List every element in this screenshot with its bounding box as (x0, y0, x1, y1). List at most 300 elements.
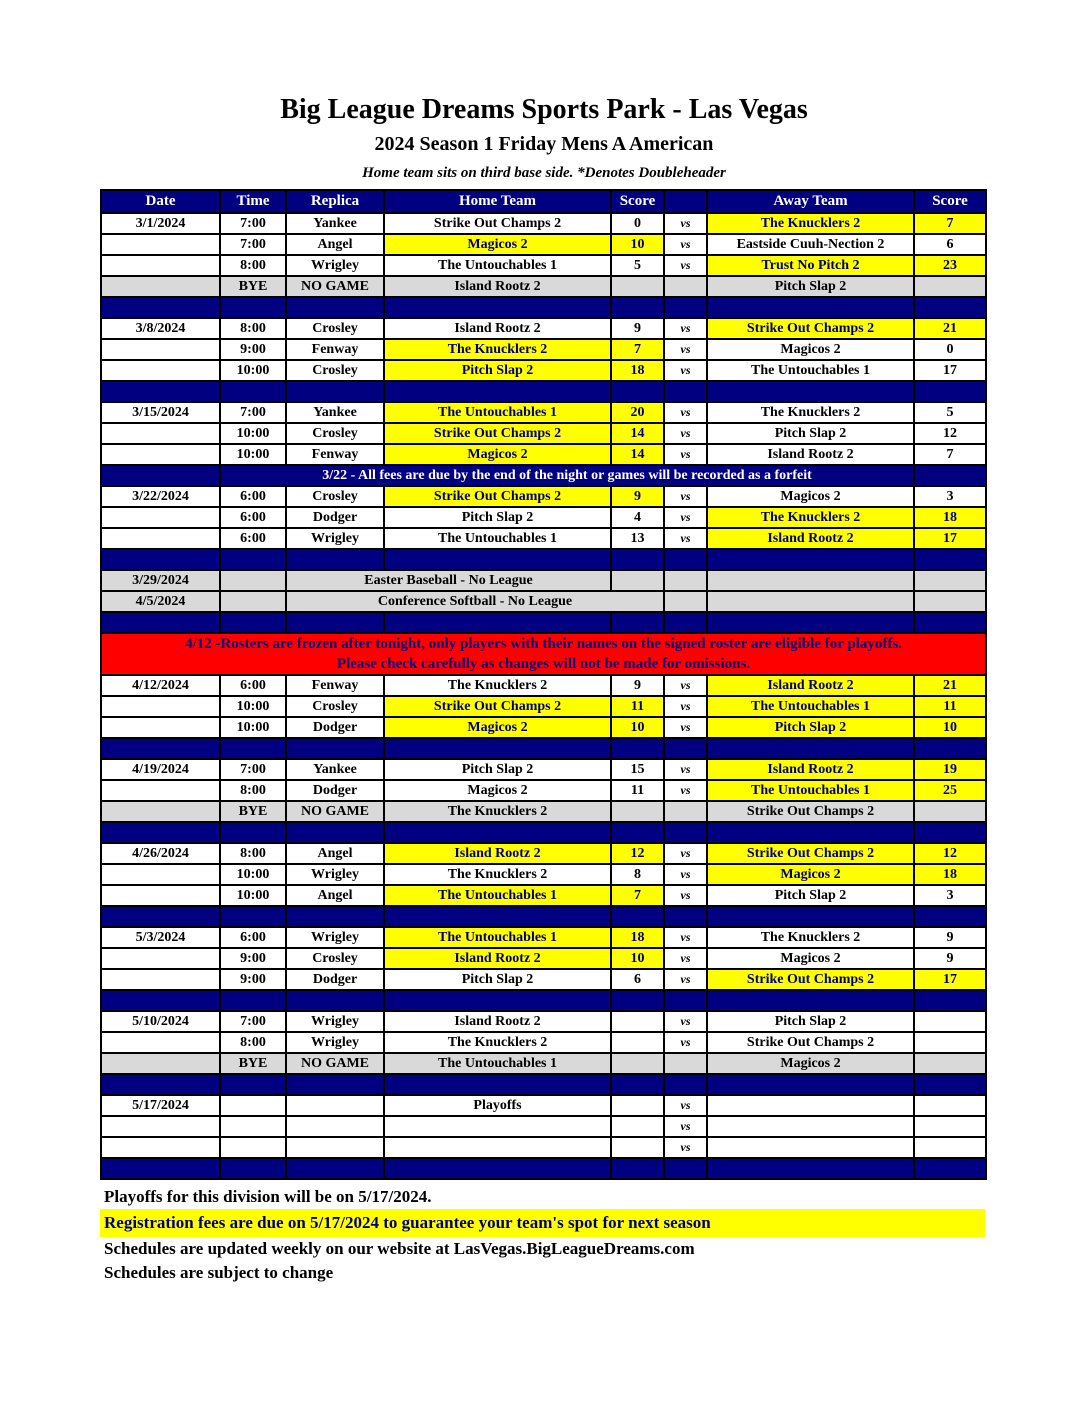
vs-cell: vs (664, 339, 707, 360)
home-score-cell: 13 (611, 528, 664, 549)
time-cell: 6:00 (220, 528, 286, 549)
vs-cell (664, 591, 707, 612)
separator-cell (101, 1158, 220, 1179)
away-score-cell: 3 (914, 885, 986, 906)
sep-row (101, 381, 986, 402)
column-header-home-team: Home Team (384, 190, 611, 213)
separator-cell (914, 1074, 986, 1095)
separator-cell (286, 1074, 384, 1095)
home-team-cell: The Knucklers 2 (384, 1032, 611, 1053)
separator-cell (914, 906, 986, 927)
separator-cell (914, 381, 986, 402)
separator-cell (611, 906, 664, 927)
playoffs-row (101, 1095, 986, 1116)
time-cell (220, 1137, 286, 1158)
separator-cell (707, 549, 914, 570)
separator-cell (914, 990, 986, 1011)
home-team-cell: Strike Out Champs 2 (384, 486, 611, 507)
separator-cell (914, 297, 986, 318)
home-score-cell: 9 (611, 486, 664, 507)
sep-row (101, 549, 986, 570)
away-score-cell (914, 1053, 986, 1074)
replica-cell: Fenway (286, 675, 384, 696)
replica-cell: Fenway (286, 339, 384, 360)
replica-cell: Wrigley (286, 864, 384, 885)
redbanner-row (101, 633, 986, 675)
replica-cell: Wrigley (286, 1032, 384, 1053)
replica-cell: Dodger (286, 780, 384, 801)
time-cell: 6:00 (220, 927, 286, 948)
vs-cell (664, 1053, 707, 1074)
separator-cell (914, 738, 986, 759)
time-cell: 7:00 (220, 234, 286, 255)
separator-cell (220, 990, 286, 1011)
footer-registration-note: Registration fees are due on 5/17/2024 to guarantee your team's spot for next season (100, 1209, 985, 1237)
separator-cell (384, 381, 611, 402)
home-score-cell (611, 276, 664, 297)
separator-cell (664, 990, 707, 1011)
vs-cell: vs (664, 864, 707, 885)
date-cell: 3/29/2024 (101, 570, 220, 591)
separator-cell (384, 1158, 611, 1179)
away-team-cell: Pitch Slap 2 (707, 276, 914, 297)
date-cell (101, 801, 220, 822)
replica-cell: Crosley (286, 318, 384, 339)
away-score-cell: 19 (914, 759, 986, 780)
separator-cell (914, 612, 986, 633)
home-score-cell: 7 (611, 885, 664, 906)
roster-banner-line: Please check carefully as changes will not be made for omissions. (336, 656, 751, 672)
away-team-cell: Pitch Slap 2 (707, 885, 914, 906)
vs-cell: vs (664, 423, 707, 444)
separator-cell (664, 1158, 707, 1179)
separator-cell (286, 612, 384, 633)
home-score-cell: 10 (611, 717, 664, 738)
game-row (101, 927, 986, 948)
home-score-cell: 14 (611, 423, 664, 444)
separator-cell (101, 297, 220, 318)
replica-cell: NO GAME (286, 801, 384, 822)
separator-cell (286, 381, 384, 402)
date-cell: 4/26/2024 (101, 843, 220, 864)
away-score-cell: 21 (914, 318, 986, 339)
time-cell: BYE (220, 801, 286, 822)
vs-cell: vs (664, 255, 707, 276)
footer-website-note: Schedules are updated weekly on our website at LasVegas.BigLeagueDreams.com (104, 1239, 695, 1258)
home-team-cell: Strike Out Champs 2 (384, 213, 611, 234)
column-header-date: Date (101, 190, 220, 213)
footer-subject-to-change-note: Schedules are subject to change (104, 1263, 334, 1282)
home-team-cell (384, 1116, 611, 1137)
separator-cell (664, 738, 707, 759)
vs-cell: vs (664, 969, 707, 990)
separator-cell (707, 1074, 914, 1095)
home-team-cell: The Untouchables 1 (384, 1053, 611, 1074)
vs-cell: vs (664, 1095, 707, 1116)
time-cell: BYE (220, 1053, 286, 1074)
home-team-cell: Pitch Slap 2 (384, 969, 611, 990)
home-score-cell: 11 (611, 780, 664, 801)
separator-cell (707, 297, 914, 318)
game-row (101, 423, 986, 444)
time-cell: 8:00 (220, 255, 286, 276)
separator-cell (384, 738, 611, 759)
home-score-cell: 0 (611, 213, 664, 234)
away-score-cell: 17 (914, 360, 986, 381)
replica-cell: Angel (286, 843, 384, 864)
sep-row (101, 1158, 986, 1179)
home-team-cell: The Knucklers 2 (384, 801, 611, 822)
time-cell: 10:00 (220, 864, 286, 885)
roster-banner-cell (101, 633, 986, 675)
home-team-cell: The Untouchables 1 (384, 927, 611, 948)
date-cell (101, 255, 220, 276)
game-row (101, 948, 986, 969)
away-team-cell: Strike Out Champs 2 (707, 801, 914, 822)
column-header-replica: Replica (286, 190, 384, 213)
time-cell: 9:00 (220, 339, 286, 360)
separator-cell (611, 612, 664, 633)
notice-text-cell: Easter Baseball - No League (286, 570, 611, 591)
away-score-cell (914, 1137, 986, 1158)
replica-cell (286, 1095, 384, 1116)
home-score-cell: 10 (611, 948, 664, 969)
away-team-cell: Strike Out Champs 2 (707, 318, 914, 339)
home-score-cell: 14 (611, 444, 664, 465)
vs-cell (664, 570, 707, 591)
page-footer (100, 1185, 988, 1285)
separator-cell (384, 1074, 611, 1095)
vs-cell: vs (664, 318, 707, 339)
replica-cell: NO GAME (286, 276, 384, 297)
time-cell: 10:00 (220, 360, 286, 381)
away-team-cell: The Knucklers 2 (707, 507, 914, 528)
separator-cell (384, 612, 611, 633)
game-row (101, 234, 986, 255)
separator-cell (220, 738, 286, 759)
away-score-cell: 0 (914, 339, 986, 360)
date-cell: 5/17/2024 (101, 1095, 220, 1116)
separator-cell (611, 822, 664, 843)
away-team-cell: Strike Out Champs 2 (707, 1032, 914, 1053)
separator-cell (384, 297, 611, 318)
date-cell (101, 1032, 220, 1053)
separator-cell (220, 822, 286, 843)
away-team-cell: Magicos 2 (707, 948, 914, 969)
home-team-cell: Island Rootz 2 (384, 843, 611, 864)
column-header-away-team: Away Team (707, 190, 914, 213)
time-cell: 10:00 (220, 696, 286, 717)
vs-cell: vs (664, 780, 707, 801)
home-team-cell: Strike Out Champs 2 (384, 696, 611, 717)
separator-cell (707, 738, 914, 759)
separator-cell (611, 738, 664, 759)
game-row (101, 486, 986, 507)
vs-cell: vs (664, 885, 707, 906)
away-score-cell: 17 (914, 969, 986, 990)
home-team-cell: Pitch Slap 2 (384, 360, 611, 381)
separator-cell (384, 906, 611, 927)
away-team-cell: Island Rootz 2 (707, 528, 914, 549)
away-score-cell: 7 (914, 444, 986, 465)
away-score-cell (914, 801, 986, 822)
sep-row (101, 822, 986, 843)
separator-cell (664, 1074, 707, 1095)
vs-cell: vs (664, 234, 707, 255)
game-row (101, 360, 986, 381)
date-cell: 4/19/2024 (101, 759, 220, 780)
away-team-cell: Pitch Slap 2 (707, 717, 914, 738)
date-cell (101, 780, 220, 801)
separator-cell (664, 297, 707, 318)
away-team-cell: Strike Out Champs 2 (707, 843, 914, 864)
away-score-cell (914, 465, 986, 486)
away-team-cell: Island Rootz 2 (707, 759, 914, 780)
separator-cell (707, 612, 914, 633)
separator-cell (611, 1158, 664, 1179)
replica-cell: Crosley (286, 696, 384, 717)
date-cell: 4/5/2024 (101, 591, 220, 612)
away-team-cell: Pitch Slap 2 (707, 1011, 914, 1032)
vs-cell: vs (664, 696, 707, 717)
home-score-cell (611, 801, 664, 822)
home-team-cell: Island Rootz 2 (384, 276, 611, 297)
navybanner-row (101, 465, 986, 486)
home-team-cell: Island Rootz 2 (384, 948, 611, 969)
away-score-cell: 18 (914, 864, 986, 885)
schedule-table (100, 189, 987, 1180)
date-cell (101, 1053, 220, 1074)
replica-cell: Wrigley (286, 255, 384, 276)
time-cell (220, 1095, 286, 1116)
date-cell (101, 423, 220, 444)
away-team-cell: Magicos 2 (707, 1053, 914, 1074)
vs-cell: vs (664, 486, 707, 507)
empty-row (101, 1137, 986, 1158)
time-cell: 7:00 (220, 402, 286, 423)
bye-row (101, 1053, 986, 1074)
home-team-cell: The Knucklers 2 (384, 864, 611, 885)
separator-cell (914, 1158, 986, 1179)
game-row (101, 675, 986, 696)
home-score-cell: 18 (611, 360, 664, 381)
game-row (101, 528, 986, 549)
away-score-cell: 12 (914, 843, 986, 864)
game-row (101, 318, 986, 339)
time-cell: 8:00 (220, 843, 286, 864)
footer-playoffs-note: Playoffs for this division will be on 5/17/2024. (104, 1187, 432, 1206)
home-team-cell: Island Rootz 2 (384, 318, 611, 339)
separator-cell (101, 381, 220, 402)
time-cell: 8:00 (220, 1032, 286, 1053)
separator-cell (286, 1158, 384, 1179)
separator-cell (101, 990, 220, 1011)
time-cell: 6:00 (220, 675, 286, 696)
away-team-cell (707, 591, 914, 612)
separator-cell (611, 1074, 664, 1095)
separator-cell (707, 906, 914, 927)
date-cell: 3/22/2024 (101, 486, 220, 507)
vs-cell: vs (664, 1011, 707, 1032)
game-row (101, 843, 986, 864)
home-score-cell: 20 (611, 402, 664, 423)
vs-cell (664, 276, 707, 297)
separator-cell (286, 906, 384, 927)
home-team-cell: Magicos 2 (384, 234, 611, 255)
away-team-cell: Magicos 2 (707, 339, 914, 360)
time-cell: 10:00 (220, 717, 286, 738)
column-header-home-score: Score (611, 190, 664, 213)
date-cell (101, 696, 220, 717)
date-cell: 4/12/2024 (101, 675, 220, 696)
away-score-cell (914, 1011, 986, 1032)
date-cell (101, 948, 220, 969)
separator-cell (220, 1158, 286, 1179)
home-score-cell (611, 570, 664, 591)
separator-cell (707, 990, 914, 1011)
away-team-cell: Strike Out Champs 2 (707, 969, 914, 990)
home-team-cell: Pitch Slap 2 (384, 759, 611, 780)
date-cell: 3/15/2024 (101, 402, 220, 423)
replica-cell: Yankee (286, 759, 384, 780)
vs-cell: vs (664, 759, 707, 780)
away-score-cell: 9 (914, 927, 986, 948)
replica-cell: Wrigley (286, 927, 384, 948)
home-team-cell: Island Rootz 2 (384, 1011, 611, 1032)
replica-cell: Dodger (286, 507, 384, 528)
away-team-cell: Island Rootz 2 (707, 675, 914, 696)
time-cell: 10:00 (220, 444, 286, 465)
away-score-cell (914, 591, 986, 612)
game-row (101, 402, 986, 423)
game-row (101, 696, 986, 717)
separator-cell (664, 612, 707, 633)
date-cell (101, 234, 220, 255)
bye-row (101, 276, 986, 297)
separator-cell (286, 990, 384, 1011)
separator-cell (101, 1074, 220, 1095)
date-cell (101, 444, 220, 465)
vs-cell: vs (664, 843, 707, 864)
date-cell (101, 360, 220, 381)
home-score-cell: 15 (611, 759, 664, 780)
away-team-cell: Pitch Slap 2 (707, 423, 914, 444)
home-score-cell: 10 (611, 234, 664, 255)
home-score-cell: 12 (611, 843, 664, 864)
game-row (101, 864, 986, 885)
replica-cell: Yankee (286, 213, 384, 234)
away-score-cell: 10 (914, 717, 986, 738)
page-header (0, 0, 1088, 182)
date-cell (101, 507, 220, 528)
header-note: Home team sits on third base side. *Denotes Doubleheader (362, 165, 726, 181)
game-row (101, 444, 986, 465)
time-cell: BYE (220, 276, 286, 297)
date-cell (101, 1137, 220, 1158)
home-score-cell: 18 (611, 927, 664, 948)
sep-row (101, 297, 986, 318)
separator-cell (286, 822, 384, 843)
away-score-cell (914, 276, 986, 297)
separator-cell (220, 549, 286, 570)
separator-cell (220, 381, 286, 402)
home-team-cell: The Knucklers 2 (384, 675, 611, 696)
vs-cell: vs (664, 402, 707, 423)
home-team-cell: Magicos 2 (384, 444, 611, 465)
separator-cell (220, 297, 286, 318)
empty-row (101, 1116, 986, 1137)
vs-cell: vs (664, 507, 707, 528)
date-cell (101, 465, 220, 486)
game-row (101, 717, 986, 738)
game-row (101, 1011, 986, 1032)
away-score-cell: 23 (914, 255, 986, 276)
home-score-cell: 7 (611, 339, 664, 360)
separator-cell (611, 549, 664, 570)
away-team-cell: The Knucklers 2 (707, 402, 914, 423)
separator-cell (664, 822, 707, 843)
time-cell: 10:00 (220, 885, 286, 906)
away-score-cell: 3 (914, 486, 986, 507)
home-score-cell: 11 (611, 696, 664, 717)
notice-row (101, 591, 986, 612)
game-row (101, 255, 986, 276)
game-row (101, 339, 986, 360)
home-team-cell: The Untouchables 1 (384, 255, 611, 276)
away-score-cell: 9 (914, 948, 986, 969)
notice-text-cell: Conference Softball - No League (286, 591, 664, 612)
away-team-cell: The Untouchables 1 (707, 360, 914, 381)
sep-row (101, 906, 986, 927)
vs-cell: vs (664, 444, 707, 465)
time-cell (220, 591, 286, 612)
bye-row (101, 801, 986, 822)
separator-cell (664, 906, 707, 927)
vs-cell: vs (664, 360, 707, 381)
separator-cell (914, 822, 986, 843)
home-team-cell: Magicos 2 (384, 717, 611, 738)
away-score-cell: 12 (914, 423, 986, 444)
date-cell (101, 969, 220, 990)
game-row (101, 780, 986, 801)
separator-cell (384, 990, 611, 1011)
away-team-cell (707, 1137, 914, 1158)
banner-text-cell: 3/22 - All fees are due by the end of the night or games will be recorded as a forfeit (220, 465, 914, 486)
separator-cell (384, 549, 611, 570)
time-cell: 7:00 (220, 1011, 286, 1032)
game-row (101, 759, 986, 780)
sep-row (101, 990, 986, 1011)
away-team-cell: Trust No Pitch 2 (707, 255, 914, 276)
date-cell (101, 864, 220, 885)
sep-row (101, 612, 986, 633)
away-team-cell (707, 1116, 914, 1137)
column-header-vs (664, 190, 707, 213)
time-cell: 7:00 (220, 213, 286, 234)
page-subtitle: 2024 Season 1 Friday Mens A American (374, 133, 714, 155)
away-team-cell: Island Rootz 2 (707, 444, 914, 465)
away-team-cell: Magicos 2 (707, 864, 914, 885)
away-team-cell: The Untouchables 1 (707, 696, 914, 717)
replica-cell: Crosley (286, 486, 384, 507)
date-cell: 3/1/2024 (101, 213, 220, 234)
separator-cell (101, 549, 220, 570)
home-score-cell: 6 (611, 969, 664, 990)
replica-cell: Dodger (286, 969, 384, 990)
home-score-cell (611, 1032, 664, 1053)
notice-row (101, 570, 986, 591)
home-team-cell: Pitch Slap 2 (384, 507, 611, 528)
